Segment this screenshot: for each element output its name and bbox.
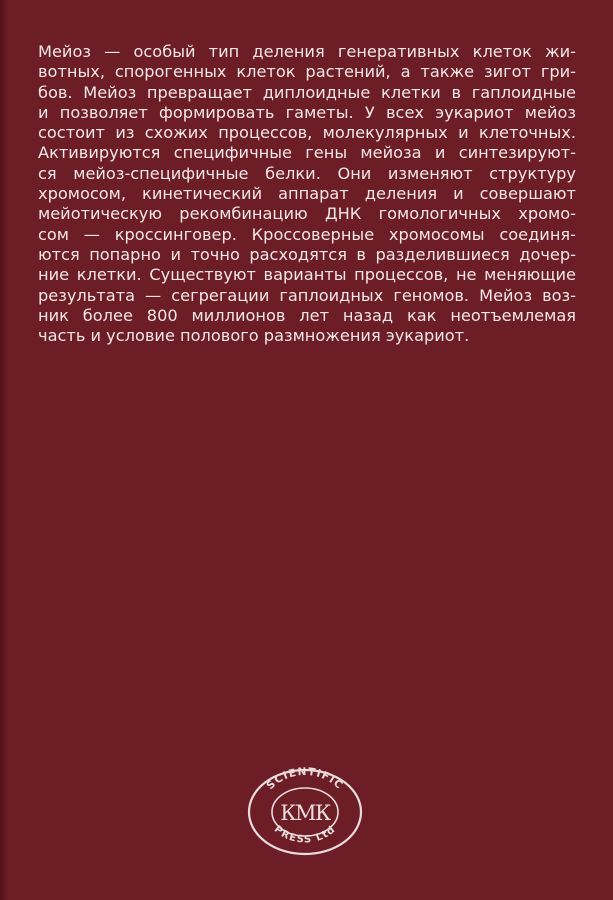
annotation-line: ние клетки. Существуют варианты процессов, не меняющие (38, 265, 576, 285)
annotation-line: ются попарно и точно расходятся в разделившиеся дочер- (38, 244, 576, 264)
annotation-line: ся мейоз-специфичные белки. Они изменяют структуру (38, 163, 576, 183)
annotation-line: часть и условие полового размножения эукариот. (38, 326, 470, 346)
annotation-line: состоит из схожих процессов, молекулярных и клеточных. (38, 123, 576, 143)
annotation-line: Активируются специфичные гены мейоза и синтезируют- (38, 143, 576, 163)
logo-monogram: КМК (280, 801, 330, 825)
annotation-line: ник более 800 миллионов лет назад как неотъемлемая (38, 305, 576, 325)
publisher-logo (246, 766, 364, 856)
annotation-line: Мейоз — особый тип деления генеративных клеток жи- (38, 42, 576, 61)
logo-bottom-text: PRESS Ltd (271, 823, 339, 846)
annotation-line: бов. Мейоз превращает диплоидные клетки в гаплоидные (38, 82, 576, 102)
annotation-line: мейотическую рекомбинацию ДНК гомологичных хромо- (38, 204, 576, 224)
publisher-logo-emblem (246, 766, 364, 856)
annotation-line: вотных, спорогенных клеток растений, а также зигот гри- (38, 62, 576, 82)
annotation-line: и позволяет формировать гаметы. У всех эукариот мейоз (38, 102, 576, 122)
annotation-line: сом — кроссинговер. Кроссоверные хромосомы соединя- (38, 224, 576, 244)
annotation-line: результата — сегрегации гаплоидных геномов. Мейоз воз- (38, 285, 576, 305)
logo-top-text: SCIENTIFIC (264, 766, 346, 793)
annotation-line: хромосом, кинетический аппарат деления и совершают (38, 184, 576, 204)
annotation-text (38, 42, 576, 346)
